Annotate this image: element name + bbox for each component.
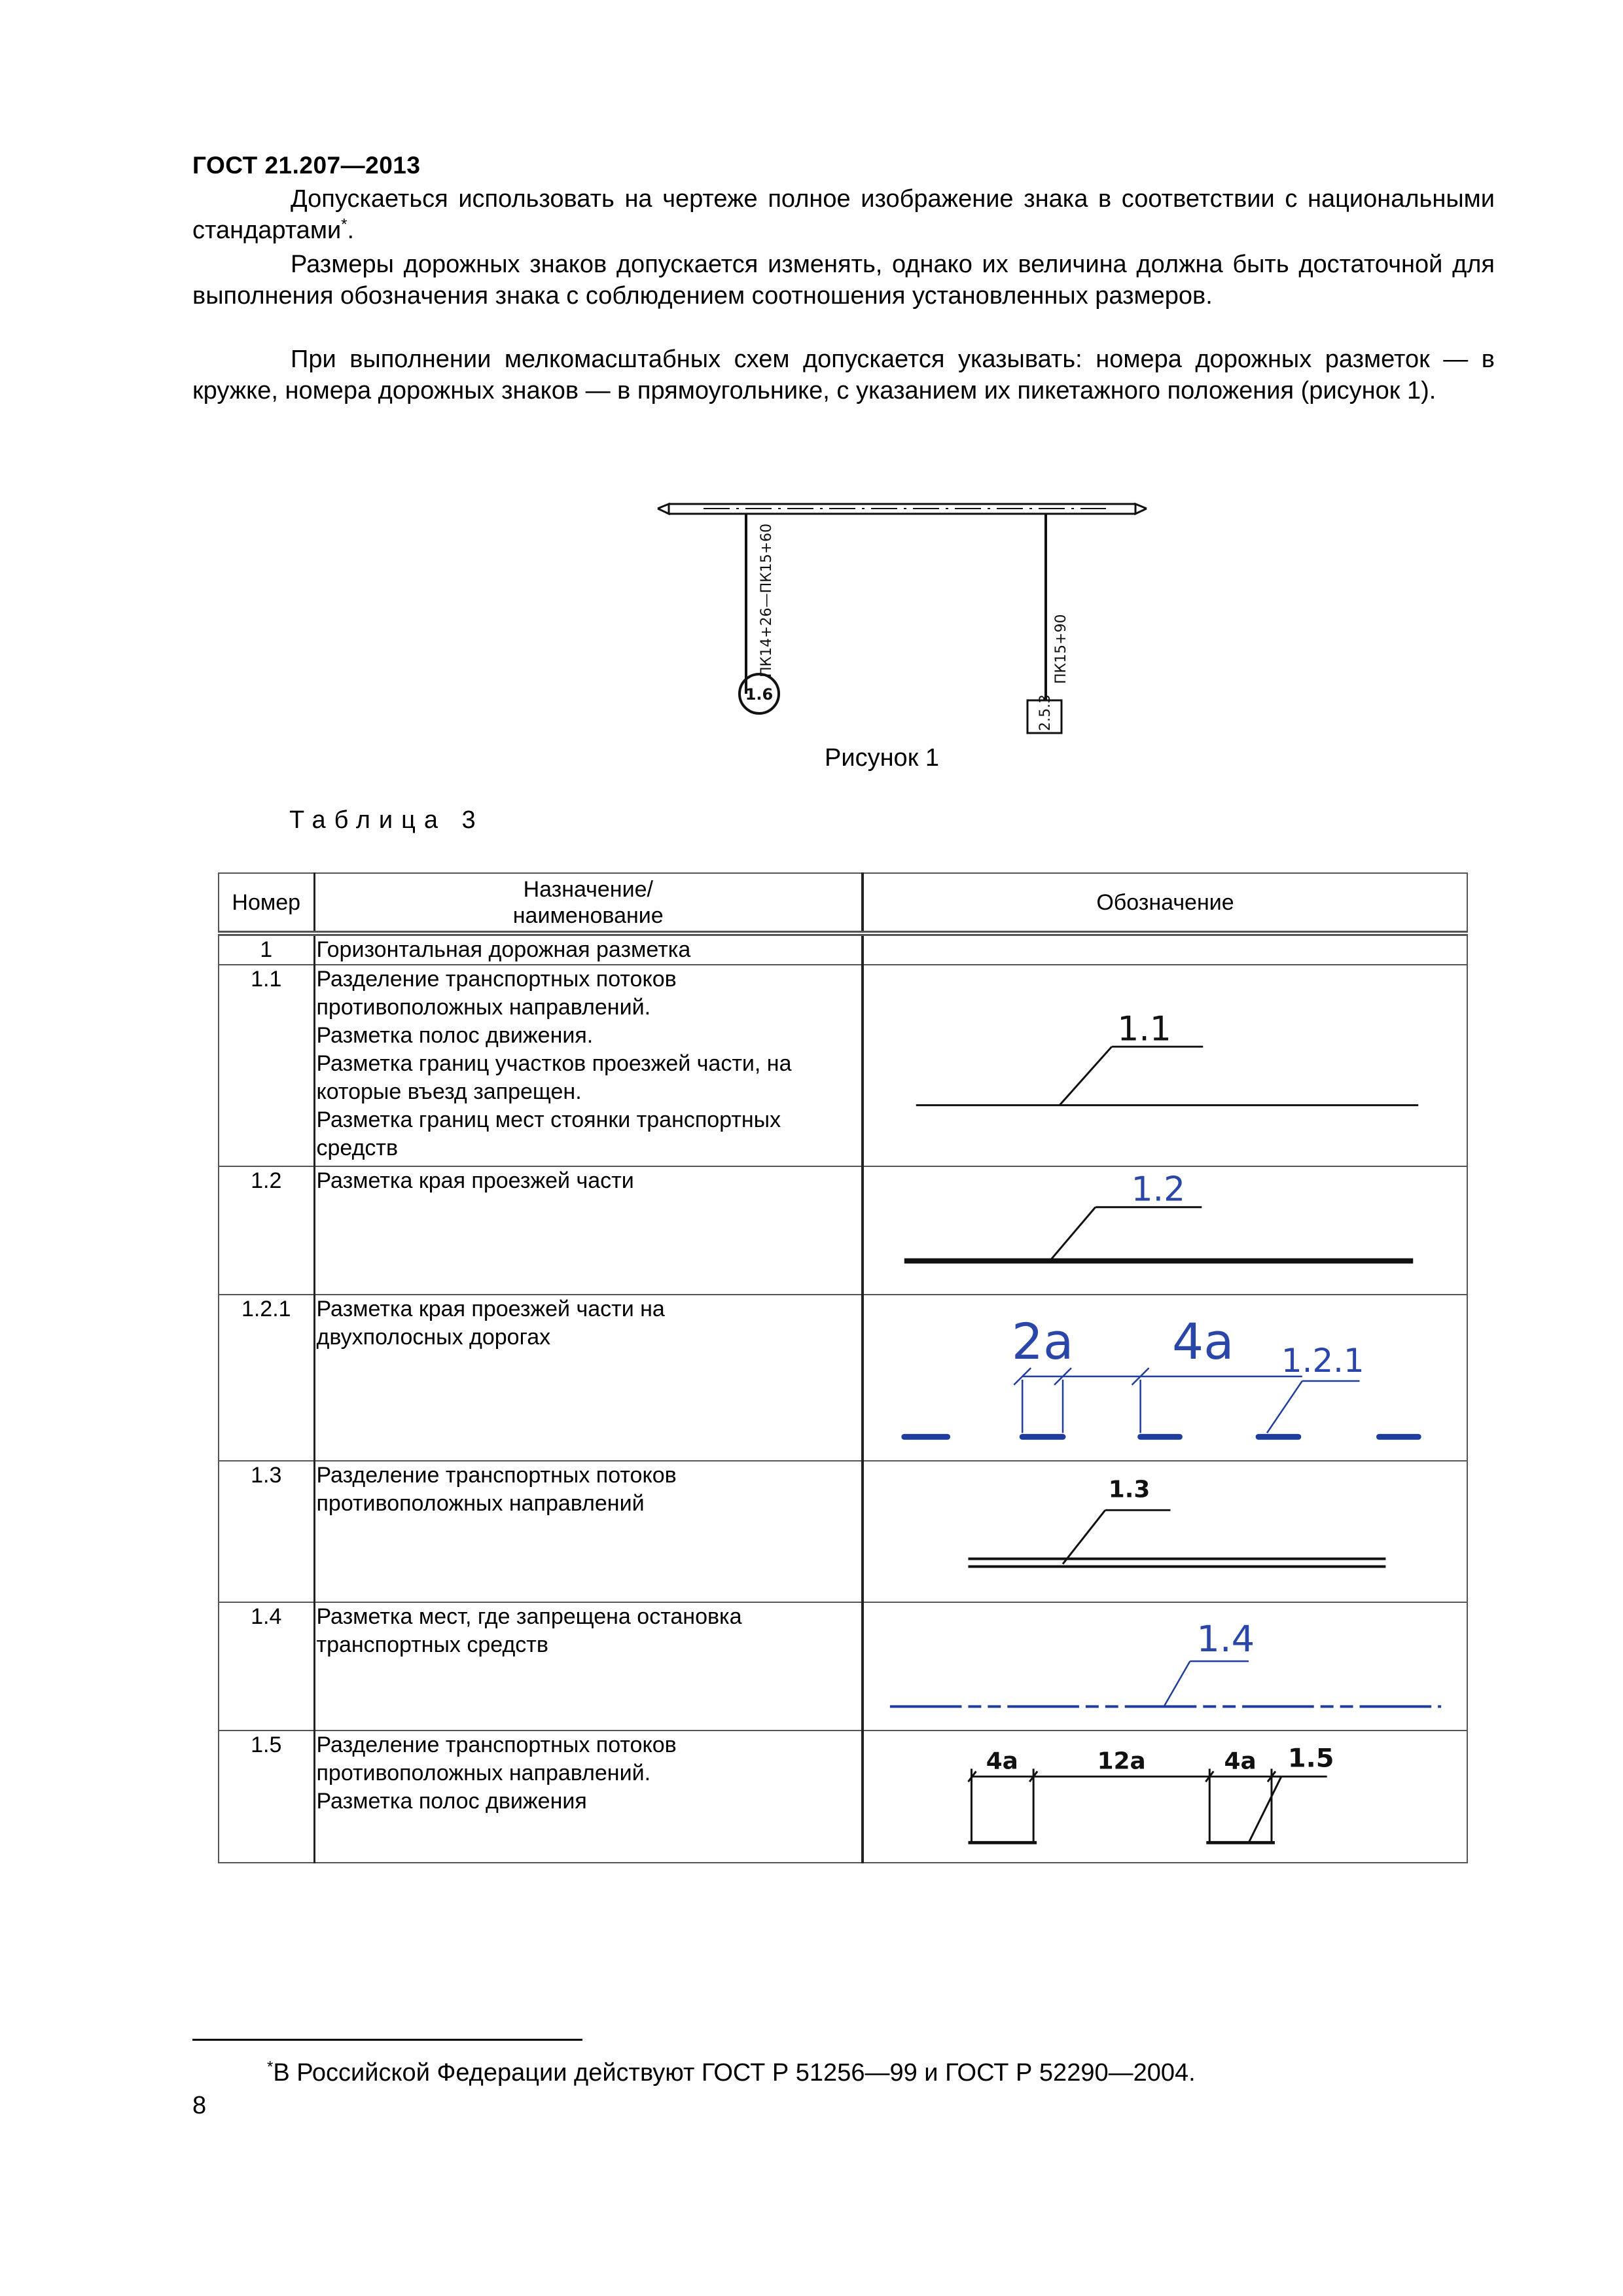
- marking-1-5-label: 1.5: [1287, 1743, 1334, 1774]
- figure-1-right-label: ПК15+90: [1053, 614, 1069, 684]
- row-name: [314, 1602, 863, 1731]
- paragraph-1-tail: .: [347, 217, 355, 244]
- marking-dimension-4a: 4a: [1172, 1313, 1234, 1371]
- paragraph-1: [192, 183, 1495, 246]
- row-name-line: транспортных средств: [316, 1632, 548, 1657]
- marking-1-5-dimension-4a-left: 4a: [986, 1748, 1018, 1775]
- footnote-mark: *: [267, 2058, 274, 2076]
- footnote-text: В Российской Федерации действуют ГОСТ Р 51256—99 и ГОСТ Р 52290—2004.: [273, 2059, 1196, 2087]
- marking-dimension-2a: 2a: [1011, 1313, 1074, 1371]
- row-name-line: Разделение транспортных потоков: [316, 1463, 677, 1488]
- row-symbol: [863, 1461, 1467, 1602]
- figure-1-left-label: ПК14+26—ПК15+60: [758, 523, 775, 677]
- table-row: [219, 1295, 1467, 1461]
- marking-1-1-label: 1.1: [1117, 1009, 1171, 1049]
- header-number: Номер: [219, 873, 314, 933]
- paragraph-3: [192, 344, 1495, 406]
- table-3-caption: Таблица 3: [289, 806, 484, 834]
- row-symbol: [863, 1731, 1467, 1863]
- row-name: [314, 1731, 863, 1863]
- figure-1-box-label: 2.5.3: [1037, 694, 1054, 731]
- row-name: Горизонтальная дорожная разметка: [314, 933, 863, 965]
- row-number: 1.1: [219, 965, 314, 1166]
- row-number: 1: [219, 933, 314, 965]
- figure-1-caption: Рисунок 1: [825, 744, 940, 772]
- page-number: 8: [192, 2092, 207, 2119]
- row-name: [314, 1461, 863, 1602]
- marking-1-3-drawing: [864, 1462, 1467, 1602]
- header-name-line-1: Назначение/: [523, 876, 653, 902]
- row-number: 1.4: [219, 1602, 314, 1731]
- row-name: [314, 1295, 863, 1461]
- marking-1-5-drawing: [864, 1731, 1467, 1862]
- row-name: Разметка края проезжей части: [314, 1166, 863, 1295]
- row-name-line: Разметка границ мест стоянки транспортных: [316, 1107, 781, 1132]
- table-header-row: [219, 873, 1467, 933]
- marking-1-3-label: 1.3: [1108, 1476, 1150, 1503]
- row-name-line: Разметка границ участков проезжей части, на: [316, 1051, 792, 1076]
- row-name-line: которые въезд запрещен.: [316, 1079, 582, 1104]
- paragraph-2: [192, 249, 1495, 312]
- table-row: [219, 1166, 1467, 1295]
- row-name-line: противоположных направлений: [316, 1491, 645, 1516]
- header-name-line-2: наименование: [512, 903, 664, 928]
- row-number: 1.2: [219, 1166, 314, 1295]
- marking-1-5-dimension-12a: 12a: [1097, 1748, 1146, 1775]
- marking-1-2-1-drawing: [864, 1295, 1467, 1460]
- paragraph-1-text: Допускаеться использовать на чертеже полное изображение знака в соответствии с национальными стандартами: [192, 185, 1495, 244]
- row-symbol: [863, 1295, 1467, 1461]
- row-name-line: Разметка полос движения.: [316, 1023, 594, 1048]
- marking-1-4-drawing: [864, 1603, 1467, 1730]
- row-name: [314, 965, 863, 1166]
- header-symbol: Обозначение: [863, 873, 1467, 933]
- row-name-line: средств: [316, 1136, 399, 1160]
- marking-1-2-1-label: 1.2.1: [1281, 1342, 1364, 1380]
- header-name: [314, 873, 863, 933]
- row-number: 1.5: [219, 1731, 314, 1863]
- row-name-line: двухполосных дорогах: [316, 1325, 551, 1350]
- figure-1-circle-label: 1.6: [745, 685, 774, 704]
- row-name-line: противоположных направлений.: [316, 1761, 651, 1785]
- row-name-line: Разметка края проезжей части на: [316, 1297, 665, 1321]
- standard-header: ГОСТ 21.207—2013: [192, 152, 421, 179]
- row-symbol: [863, 1602, 1467, 1731]
- row-name-line: Разделение транспортных потоков: [316, 967, 677, 992]
- table-row: [219, 1602, 1467, 1731]
- marking-1-2-drawing: [864, 1167, 1467, 1294]
- footnote: [267, 2059, 1196, 2087]
- row-symbol: [863, 1166, 1467, 1295]
- row-symbol: [863, 965, 1467, 1166]
- row-symbol: [863, 933, 1467, 965]
- paragraph-2-text: Размеры дорожных знаков допускается изменять, однако их величина должна быть достаточной для выполнения обозначения знака с соблюдением соотношения установленных размеров.: [192, 251, 1495, 310]
- footnote-reference[interactable]: *: [341, 215, 348, 234]
- marking-1-4-label: 1.4: [1196, 1618, 1255, 1661]
- figure-1-drawing: [654, 488, 1152, 736]
- table-row: [219, 1731, 1467, 1863]
- table-row: [219, 933, 1467, 965]
- table-row: [219, 1461, 1467, 1602]
- row-name-line: Разметка мест, где запрещена остановка: [316, 1604, 742, 1629]
- table-row: [219, 965, 1467, 1166]
- marking-1-2-label: 1.2: [1131, 1170, 1186, 1210]
- table-3: [218, 872, 1468, 1863]
- footnote-separator: [192, 2039, 582, 2041]
- row-name-line: Разметка полос движения: [316, 1789, 587, 1814]
- row-name-line: Разделение транспортных потоков: [316, 1732, 677, 1757]
- paragraph-3-text: При выполнении мелкомасштабных схем допускается указывать: номера дорожных разметок — в кружке, номера дорожных знаков — в прямоугольнике, с указанием их пикетажного положения (рисунок 1).: [192, 346, 1495, 404]
- row-name-line: противоположных направлений.: [316, 995, 651, 1020]
- marking-1-5-dimension-4a-right: 4a: [1224, 1748, 1257, 1775]
- row-number: 1.2.1: [219, 1295, 314, 1461]
- row-number: 1.3: [219, 1461, 314, 1602]
- marking-1-1-drawing: [864, 965, 1467, 1166]
